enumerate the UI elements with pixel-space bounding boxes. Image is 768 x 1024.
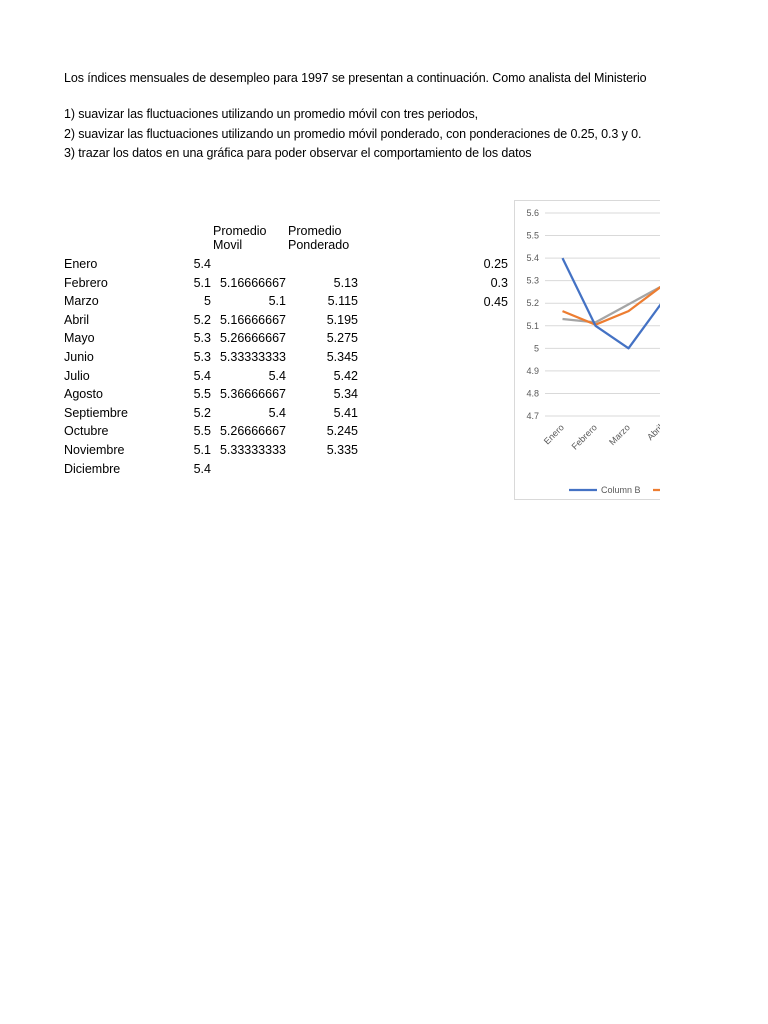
month-cell: Febrero (64, 275, 108, 290)
y-tick-label: 5.1 (526, 320, 539, 331)
weighted-average-cell: 5.115 (327, 294, 358, 309)
moving-average-cell: 5.1 (268, 294, 286, 309)
month-cell: Marzo (64, 294, 99, 309)
value-cell: 5.4 (193, 368, 211, 383)
value-cell: 5.5 (193, 387, 211, 402)
weighted-average-cell: 5.34 (333, 387, 358, 402)
series-line-1[interactable] (563, 286, 661, 324)
chart-canvas (515, 201, 665, 499)
moving-average-cell: 5.26666667 (219, 331, 286, 346)
value-cell: 5.3 (193, 331, 211, 346)
weight-1: 0.25 (483, 257, 508, 271)
value-cell: 5.2 (193, 405, 211, 420)
weighted-average-cell: 5.275 (326, 331, 358, 346)
weighted-average-cell: 5.195 (326, 312, 358, 327)
intro-text: Los índices mensuales de desempleo para 1997 se presentan a continuación. Como analista del Ministerio (64, 71, 647, 85)
weighted-average-cell: 5.245 (326, 424, 358, 439)
line-chart[interactable] (514, 200, 665, 500)
moving-average-cell: 5.4 (268, 405, 286, 420)
x-tick-label: Marzo (607, 422, 632, 448)
instruction-3: 3) trazar los datos en una gráfica para poder observar el comportamiento de los datos (64, 146, 532, 160)
weighted-average-cell: 5.41 (333, 405, 358, 420)
moving-average-cell: 5.33333333 (219, 350, 286, 364)
y-tick-label: 4.9 (526, 365, 539, 376)
y-tick-label: 5.6 (526, 208, 539, 218)
weighted-average-cell: 5.335 (326, 443, 358, 457)
month-cell: Diciembre (64, 461, 121, 476)
moving-average-cell: 5.36666667 (219, 387, 286, 402)
header-pond-line2: Ponderado (288, 238, 350, 252)
y-tick-label: 5.5 (526, 230, 539, 241)
header-movil-line1: Promedio (213, 224, 267, 238)
y-tick-label: 5 (533, 343, 539, 354)
month-cell: Abril (64, 312, 90, 327)
weighted-average-cell: 5.13 (333, 275, 358, 290)
month-cell: Septiembre (64, 405, 128, 420)
month-cell: Noviembre (64, 443, 125, 457)
y-tick-label: 4.8 (526, 388, 539, 399)
x-tick-label: Febrero (569, 422, 599, 452)
value-cell: 5.1 (193, 275, 211, 290)
header-pond-line1: Promedio (288, 224, 342, 238)
value-cell: 5.4 (193, 257, 211, 271)
weighted-average-cell: 5.345 (326, 350, 358, 364)
y-tick-label: 4.7 (526, 411, 539, 421)
moving-average-cell: 5.26666667 (219, 424, 286, 439)
month-cell: Octubre (64, 424, 109, 439)
instruction-1: 1) suavizar las fluctuaciones utilizando un promedio móvil con tres periodos, (64, 107, 479, 121)
month-cell: Julio (64, 368, 90, 383)
instruction-2: 2) suavizar las fluctuaciones utilizando un promedio móvil ponderado, con ponderaciones de 0.25, 0.3 y 0. (64, 127, 642, 141)
value-cell: 5.1 (193, 443, 211, 457)
x-tick-label: Abril (645, 422, 665, 443)
y-tick-label: 5.3 (526, 275, 539, 286)
moving-average-cell: 5.4 (268, 368, 286, 383)
value-cell: 5.4 (193, 461, 211, 476)
weighted-average-cell: 5.42 (333, 368, 358, 383)
y-tick-label: 5.4 (526, 253, 539, 264)
month-cell: Junio (64, 350, 94, 364)
y-tick-label: 5.2 (526, 298, 539, 309)
weight-2: 0.3 (490, 276, 508, 290)
value-cell: 5.2 (193, 312, 211, 327)
x-tick-label: Enero (541, 422, 566, 447)
header-promedio-movil (213, 224, 267, 252)
moving-average-cell: 5.16666667 (219, 312, 286, 327)
legend-label-series-1: Column B (601, 485, 641, 495)
month-cell: Agosto (64, 387, 103, 402)
header-movil-line2: Movil (213, 238, 243, 252)
header-promedio-ponderado (288, 224, 349, 252)
month-cell: Enero (64, 257, 98, 271)
value-cell: 5.5 (193, 424, 211, 439)
month-cell: Mayo (64, 331, 95, 346)
moving-average-cell: 5.33333333 (219, 443, 286, 457)
value-cell: 5.3 (193, 350, 211, 364)
weight-3: 0.45 (483, 295, 508, 309)
value-cell: 5 (204, 294, 211, 309)
moving-average-cell: 5.16666667 (219, 275, 286, 290)
